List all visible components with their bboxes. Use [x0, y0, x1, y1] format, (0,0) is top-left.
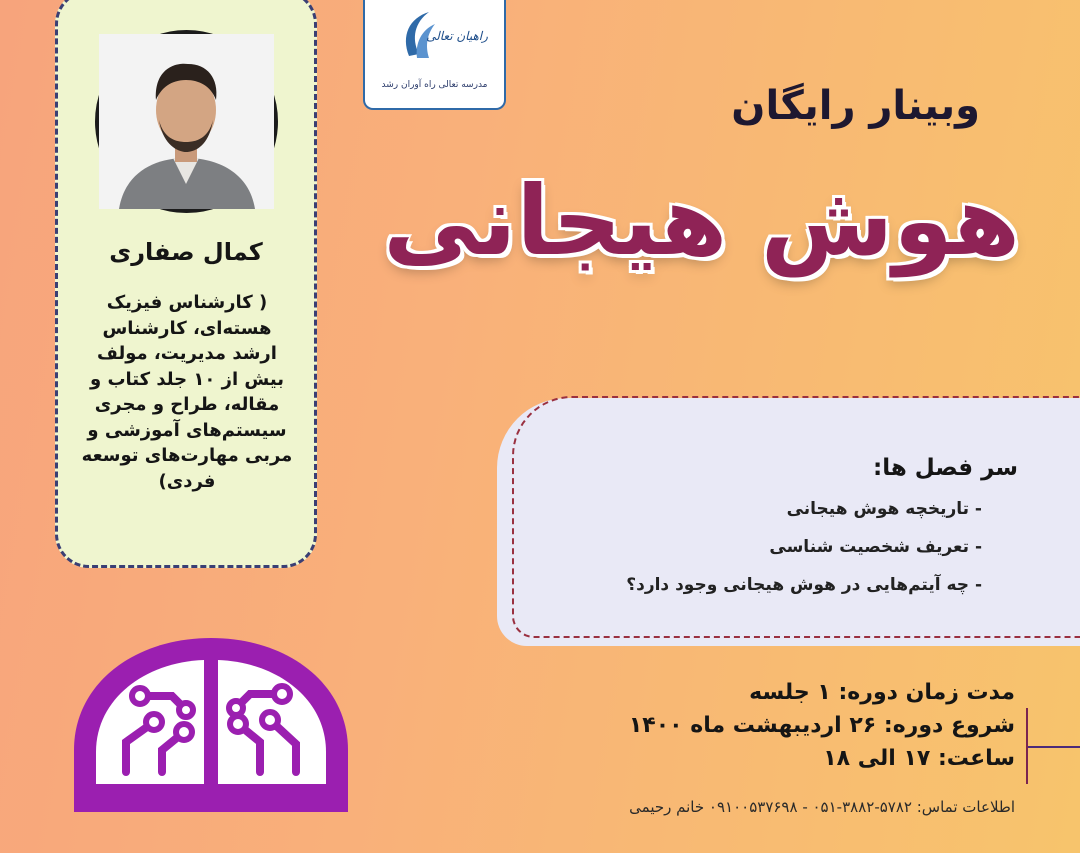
speaker-name: کمال صفاری — [109, 238, 263, 266]
speaker-bio-line: هسته‌ای، کارشناس — [102, 317, 272, 339]
course-duration: مدت زمان دوره: ۱ جلسه — [749, 680, 1015, 705]
svg-text:راهیان تعالی: راهیان تعالی — [426, 29, 488, 43]
speaker-bio-line: مقاله، طراح و مجری — [94, 394, 280, 415]
contact-info: اطلاعات تماس: ۵۷۸۲-۳۸۸۲-۰۵۱ - ۰۹۱۰۰۵۳۷۶۹۸ خانم رحیمی — [629, 798, 1015, 816]
speaker-bio — [62, 290, 312, 494]
syllabus-list — [626, 496, 982, 610]
speaker-bio-line: فردی) — [158, 470, 216, 492]
page-title: هوش هیجانی — [383, 165, 1020, 277]
speaker-avatar — [95, 30, 278, 213]
syllabus-item: - چه آیتم‌هایی در هوش هیجانی وجود دارد؟ — [626, 575, 982, 595]
syllabus-item: - تعریف شخصیت شناسی — [769, 537, 982, 557]
speaker-bio-line: مربی مهارت‌های توسعه — [81, 445, 293, 466]
speaker-bio-line: بیش از ۱۰ جلد کتاب و — [90, 368, 284, 390]
webinar-subtitle: وبینار رایگان — [731, 83, 980, 129]
brain-circuit-icon — [74, 632, 348, 812]
syllabus-item: - تاریخچه هوش هیجانی — [786, 499, 982, 519]
speaker-bio-line: ارشد مدیریت، مولف — [97, 343, 277, 364]
course-time: ساعت: ۱۷ الی ۱۸ — [823, 746, 1015, 771]
speaker-bio-line: سیستم‌های آموزشی و — [87, 419, 287, 441]
course-start-date: شروع دوره: ۲۶ اردیبهشت ماه ۱۴۰۰ — [628, 713, 1015, 738]
syllabus-title: سر فصل ها: — [873, 455, 1018, 481]
school-name: مدرسه تعالی راه آوران رشد — [381, 80, 488, 90]
speaker-bio-line: ( کارشناس فیزیک — [106, 292, 268, 313]
divider-line — [1028, 746, 1080, 748]
school-emblem-icon — [395, 6, 488, 68]
school-logo — [363, 0, 506, 110]
